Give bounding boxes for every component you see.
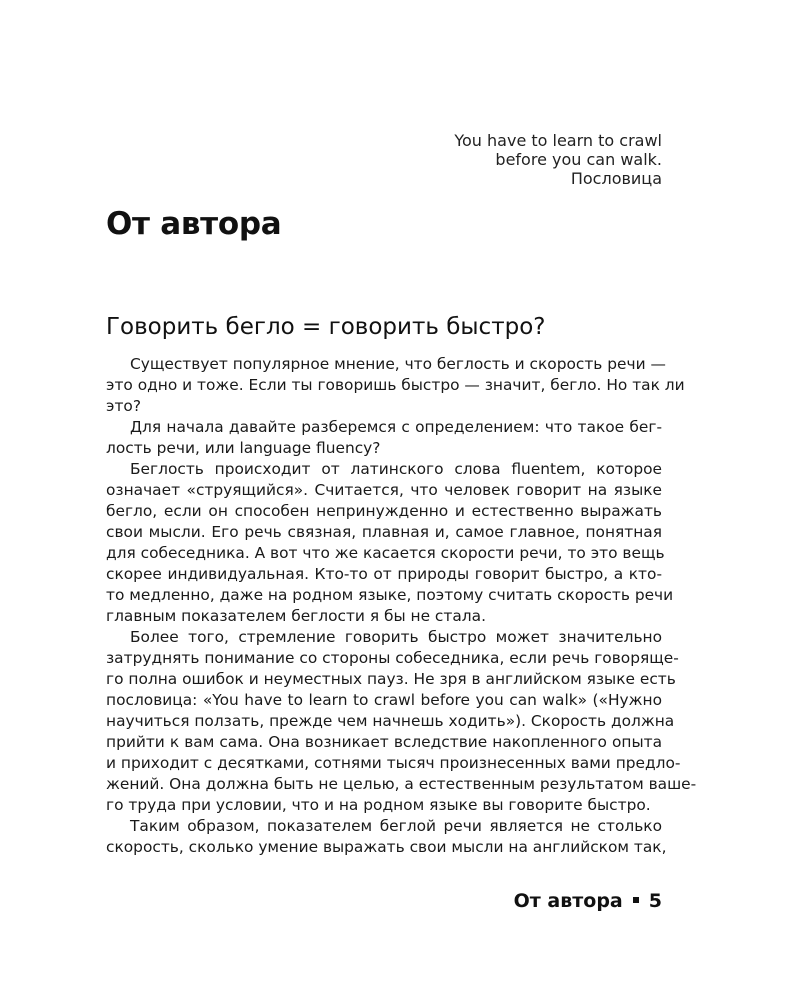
paragraph-line: свои мысли. Его речь связная, плавная и, самое главное, понятная: [106, 523, 662, 541]
paragraph-line: означает «струящийся». Считается, что человек говорит на языке: [106, 481, 662, 499]
square-bullet-icon: [633, 897, 639, 903]
paragraph-line: и приходит с десятками, сотнями тысяч произнесенных вами предло-: [106, 754, 681, 772]
body-text: [106, 354, 697, 858]
paragraph-line: жений. Она должна быть не целью, а естественным результатом ваше-: [106, 775, 697, 793]
paragraph-line: это?: [106, 397, 141, 415]
paragraph-line: го труда при условии, что и на родном языке вы говорите быстро.: [106, 796, 651, 814]
paragraph: [106, 354, 685, 417]
paragraph-line: скорость, сколько умение выражать свои мысли на английском так,: [106, 838, 667, 856]
paragraph-line: лость речи, или language fluency?: [106, 439, 381, 457]
paragraph-line: бегло, если он способен непринужденно и естественно выражать: [106, 502, 662, 520]
epigraph-line-2: before you can walk.: [495, 150, 662, 169]
paragraph-line: скорее индивидуальная. Кто-то от природы говорит быстро, а кто-: [106, 565, 662, 583]
page-number: 5: [648, 890, 662, 912]
paragraph-line: научиться ползать, прежде чем начнешь ходить»). Скорость должна: [106, 712, 675, 730]
paragraph-line: Беглость происходит от латинского слова fluentem, которое: [130, 460, 662, 478]
paragraph-line: Таким образом, показателем беглой речи является не столько: [130, 817, 662, 835]
paragraph-line: прийти к вам сама. Она возникает вследствие накопленного опыта: [106, 733, 662, 751]
paragraph-line: это одно и тоже. Если ты говоришь быстро — значит, бегло. Но так ли: [106, 376, 685, 394]
chapter-title: От автора: [106, 206, 282, 242]
paragraph: [106, 417, 662, 459]
paragraph-line: Более того, стремление говорить быстро может значительно: [130, 628, 662, 646]
paragraph: [106, 459, 674, 627]
paragraph-line: Для начала давайте разберемся с определением: что такое бег-: [130, 418, 662, 436]
paragraph-line: Существует популярное мнение, что беглость и скорость речи —: [130, 355, 666, 373]
epigraph-line-1: You have to learn to crawl: [454, 131, 662, 150]
paragraph-line: пословица: «You have to learn to crawl before you can walk» («Нужно: [106, 691, 662, 709]
paragraph-line: затруднять понимание со стороны собеседника, если речь говоряще-: [106, 649, 679, 667]
page-footer: [514, 890, 662, 912]
paragraph-line: то медленно, даже на родном языке, поэтому считать скорость речи: [106, 586, 674, 604]
paragraph: [106, 816, 667, 858]
paragraph-line: го полна ошибок и неуместных пауз. Не зря в английском языке есть: [106, 670, 676, 688]
running-title: От автора: [513, 890, 623, 912]
paragraph: [106, 627, 697, 816]
paragraph-line: для собеседника. А вот что же касается скорости речи, то это вещь: [106, 544, 665, 562]
epigraph: [454, 131, 662, 188]
epigraph-source: Пословица: [570, 169, 662, 188]
book-page: [106, 0, 697, 1000]
paragraph-line: главным показателем беглости я бы не стала.: [106, 607, 486, 625]
section-title: Говорить бегло = говорить быстро?: [106, 314, 546, 340]
